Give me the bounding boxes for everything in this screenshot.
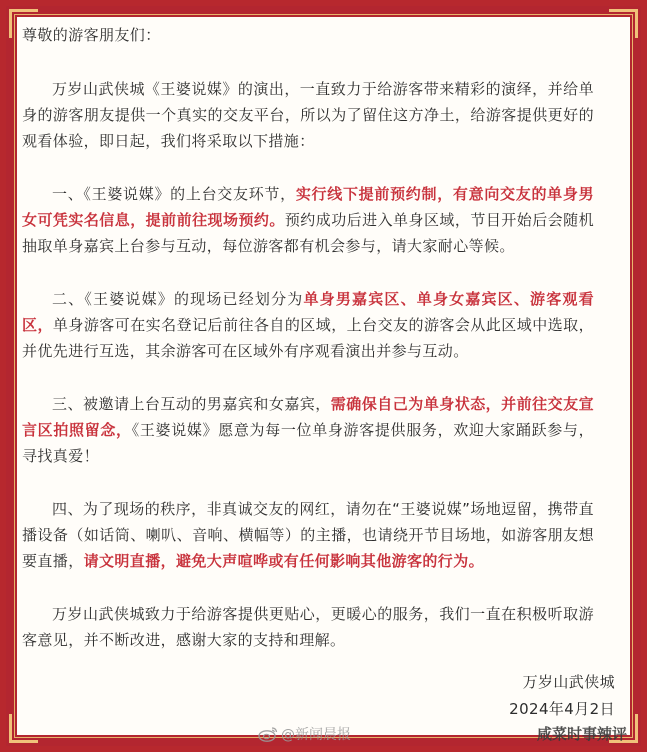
measure-2-rest: 单身游客可在实名登记后前往各自的区域，上台交友的游客会从此区域中选取，并优先进行互选，其余游客可在区域外有序观看演出并参与互动。	[22, 316, 594, 360]
measure-1	[22, 181, 594, 259]
signature-block	[509, 669, 615, 723]
measure-4	[22, 496, 594, 574]
measure-1-rest: 预约成功后进入单身区域，节目开始后会随机抽取单身嘉宾上台参与互动，每位游客都有机会参与，请大家耐心等候。	[22, 211, 594, 255]
signature: 万岁山武侠城	[522, 673, 615, 691]
notice-body	[22, 22, 594, 679]
measure-1-text: 一、《王婆说媒》的上台交友环节，	[52, 185, 296, 203]
measure-1-highlight: 实行线下提前预约制，有意向交友的单身男女可凭实名信息，提前前往现场预约。	[22, 185, 594, 229]
watermark-left	[258, 724, 351, 744]
greeting: 尊敬的游客朋友们：	[22, 26, 161, 44]
watermark-right: 咸菜时事辣评	[536, 725, 627, 743]
weibo-icon	[258, 726, 278, 742]
measure-2-text: 二、《王婆说媒》的现场已经划分为	[52, 290, 304, 308]
measure-3-rest: 《王婆说媒》愿意为每一位单身游客提供服务，欢迎大家踊跃参与，寻找真爱！	[22, 421, 594, 465]
measure-3	[22, 391, 594, 469]
watermark-left-text: @新闻晨报	[281, 727, 351, 743]
measure-4-highlight: 请文明直播，避免大声喧哗或有任何影响其他游客的行为。	[83, 552, 485, 570]
measure-3-highlight: 需确保自己为单身状态，并前往交友宣言区拍照留念，	[22, 395, 595, 439]
measure-4-text: 四、为了现场的秩序，非真诚交友的网红，请勿在“王婆说媒”场地逗留，携带直播设备（如话筒、喇叭、音响、横幅等）的主播，也请绕开节目场地，如游客朋友想要直播，	[22, 500, 594, 570]
closing-paragraph: 万岁山武侠城致力于给游客提供更贴心，更暖心的服务，我们一直在积极听取游客意见，并不断改进，感谢大家的支持和理解。	[22, 605, 594, 649]
measure-2-highlight: 单身男嘉宾区、单身女嘉宾区、游客观看区，	[22, 290, 595, 334]
intro-paragraph: 万岁山武侠城《王婆说媒》的演出，一直致力于给游客带来精彩的演绎，并给单身的游客朋友提供一个真实的交友平台，所以为了留住这方净土，给游客提供更好的观看体验，即日起，我们将采取以下措施：	[22, 80, 594, 150]
measure-2	[22, 286, 594, 364]
date: 2024年4月2日	[509, 700, 615, 718]
measure-3-text: 三、被邀请上台互动的男嘉宾和女嘉宾，	[52, 395, 331, 413]
